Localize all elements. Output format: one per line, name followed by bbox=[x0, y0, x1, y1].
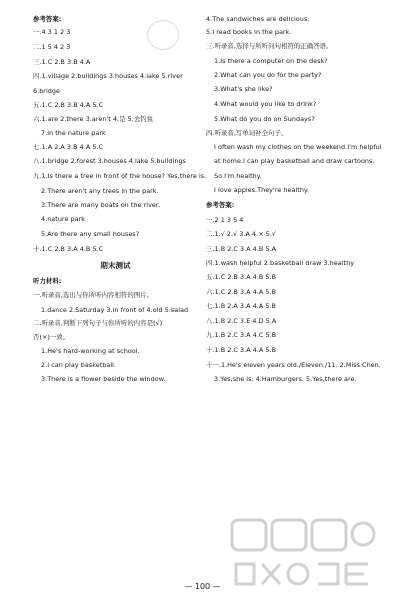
right_column-line: 二.1.√ 2.√ 3.A 4.× 5.√ bbox=[206, 230, 277, 238]
right_column-line: 5.I read books in the park. bbox=[206, 28, 292, 36]
right_column-line: 七.1.B 2.A 3.A 4.A 5.B bbox=[206, 302, 276, 310]
left_column-line: 十.1.C 2.B 3.A 4.B 5.C bbox=[33, 245, 104, 253]
right_column-line: 三.听录音,选择与所听问句相符的正确答语。 bbox=[206, 42, 333, 50]
left_column-line: 6.bridge bbox=[33, 87, 61, 95]
right_column-line: 三.1.B 2.C 3.A 4.B 5.A bbox=[206, 245, 277, 253]
right_column-line: 四.1.wash helpful 2.basketball draw 3.healthy bbox=[206, 259, 355, 267]
left_column-line: 1.He's hard-working at school. bbox=[41, 347, 140, 355]
left_column-line: 7.in the nature park bbox=[41, 129, 106, 137]
left_column-line: 九.1.Is there a tree in front of the house? Yes,there is. bbox=[33, 172, 207, 180]
left_column-line: 五.1.C 2.B 3.B 4.A 5.C bbox=[33, 101, 104, 109]
left_column-line: 六.1.are 2.there 3.aren't 4.是 5.去钓鱼 bbox=[33, 115, 154, 123]
right_column-line: 十一.1.He's eleven years old./Eleven./11. 2.Miss Chen. bbox=[206, 361, 381, 369]
left_column-line: 2.There aren't any trees in the park. bbox=[41, 187, 159, 195]
right_column-line: I often wash my clothes on the weekend.I'm helpful bbox=[214, 143, 382, 151]
right_column-line: 4.What would you like to drink? bbox=[214, 100, 317, 108]
stamp-mark bbox=[147, 20, 179, 50]
right_column-line: 十.1.B 2.C 3.A 4.A 5.B bbox=[206, 346, 277, 354]
right_column-line: 3.What's she like? bbox=[214, 85, 273, 93]
right_column-line: 2.What can you do for the party? bbox=[214, 71, 322, 79]
right_column-line: 3.Yes,she is. 4.Hamburgers. 5.Yes,there are. bbox=[214, 375, 357, 383]
right_column-line: 4.The sandwiches are delicious. bbox=[206, 15, 310, 23]
left_column-line: 二.听录音,判断下列句子与你所听的内容是(√) bbox=[33, 319, 163, 327]
right_column-line: 八.1.B 2.C 3.E 4.D 5.A bbox=[206, 317, 277, 325]
watermark-logo-icon bbox=[228, 514, 378, 590]
right_column-line: 九.1.B 2.C 3.A 4.C 5.B bbox=[206, 331, 277, 339]
left_column-line: 1.dance 2.Saturday 3.in front of 4.old 5.salad bbox=[41, 306, 189, 314]
left_column-line: 七.1.A 2.A 3.B 4.A 5.C bbox=[33, 143, 104, 151]
left_column-line: 5.Are there any small houses? bbox=[41, 230, 140, 238]
right_column-line: I love apples.They're healthy. bbox=[214, 186, 309, 194]
left_column-line: 期末测试 bbox=[100, 261, 131, 270]
right_column-line: 5.What do you do on Sundays? bbox=[214, 115, 315, 123]
right_column-line: 五.1.C 2.B 3.A 4.B 5.B bbox=[206, 273, 277, 281]
right_column-line: at home.I can play basketball and draw cartoons. bbox=[214, 157, 375, 165]
left_column-line: 2.I can play basketball. bbox=[41, 361, 117, 369]
left_column-line: 二.1 5 4 2 3 bbox=[33, 43, 71, 51]
left_column-line: 4.nature park bbox=[41, 215, 86, 223]
right_column-line: 六.1.C 2.B 3.A 4.A 5.B bbox=[206, 288, 277, 296]
left_column-line: 一.听录音,选出与你所听内容相符的图片。 bbox=[33, 291, 154, 299]
left_column-line: 八.1.bridge 2.forest 3.houses 4.lake 5.buildings bbox=[33, 157, 186, 165]
left_column-line: 否(×)一致。 bbox=[33, 333, 70, 341]
right_column-line: 四.听录音,写单词补全句子。 bbox=[206, 129, 288, 137]
right_column-line: 1.Is there a computer on the desk? bbox=[214, 57, 328, 65]
left_column-line: 听力材料: bbox=[33, 277, 62, 285]
left_column-line: 四.1.village 2.buildings 3.houses 4.lake 5.river bbox=[33, 72, 183, 80]
left_column-line: 一.4 3 1 2 3 bbox=[33, 28, 71, 36]
right_column-line: So I'm healthy. bbox=[214, 172, 262, 180]
page-number: — 100 — bbox=[184, 582, 221, 591]
right_column-line: 一.2 1 3 5 4 bbox=[206, 216, 244, 224]
left_column-line: 3.There are many boats on the river. bbox=[41, 201, 161, 209]
left_column-line: 3.There is a flower beside the window. bbox=[41, 375, 166, 383]
left_column-line: 参考答案: bbox=[33, 15, 62, 23]
right_column-line: 参考答案: bbox=[206, 201, 235, 209]
left_column-line: 三.1.C 2.B 3.B 4.A bbox=[33, 58, 91, 66]
